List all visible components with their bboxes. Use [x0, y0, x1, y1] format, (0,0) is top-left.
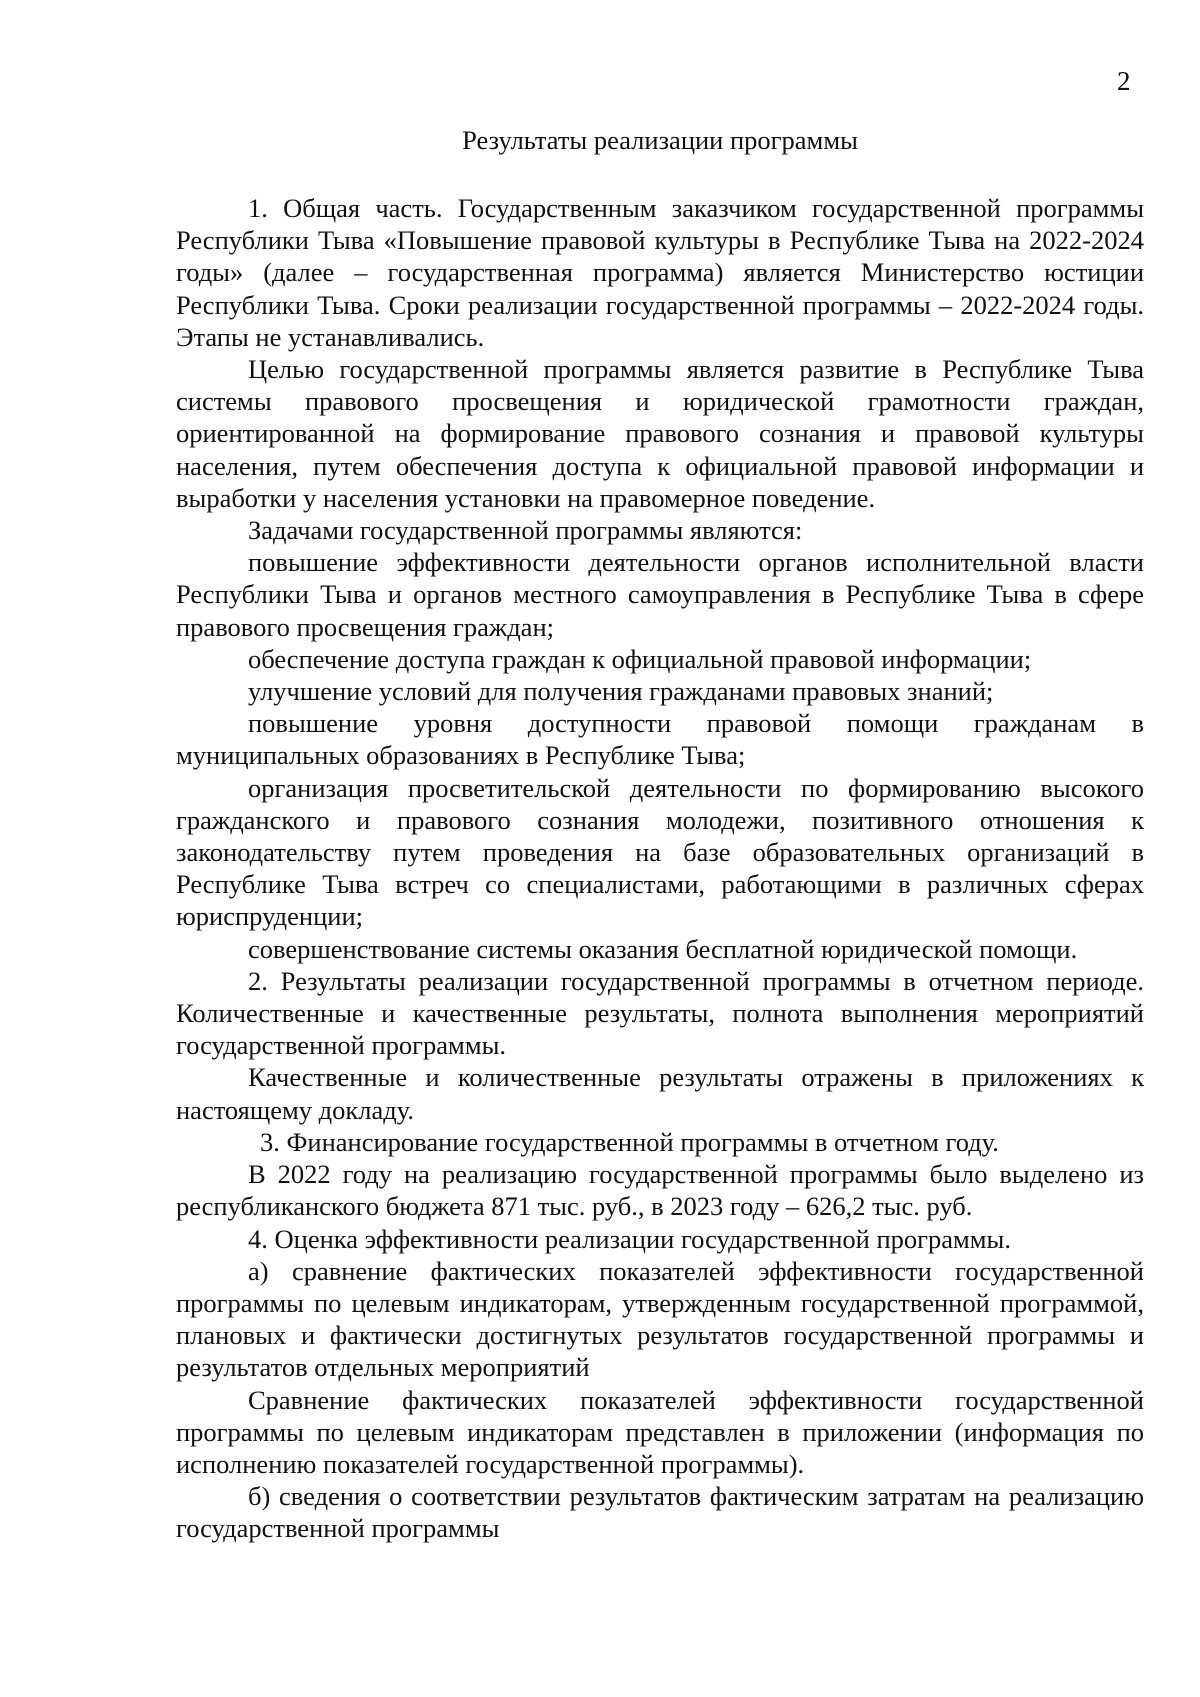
paragraph-tasks-intro: Задачами государственной программы являются:	[248, 515, 803, 546]
paragraph-financing-amounts: В 2022 году на реализацию государственной программы было выделено из республиканского бюджета 871 тыс. руб., в 2023 году – 626,2 тыс. руб.	[176, 1159, 1144, 1222]
paragraph-efficiency-section: 4. Оценка эффективности реализации государственной программы.	[248, 1223, 1011, 1254]
page-number: 2	[1117, 66, 1131, 96]
paragraph-task-item: улучшение условий для получения гражданами правовых знаний;	[248, 676, 994, 707]
paragraph-subsection-a: а) сравнение фактических показателей эффективности государственной программы по целевым индикаторам, утвержденным государственной программой, плановых и фактически достигнутых результатов государственной программы и результатов отдельных мероприятий	[176, 1255, 1144, 1383]
paragraph-results-section: 2. Результаты реализации государственной программы в отчетном периоде. Количественные и качественные результаты, полнота выполнения мероприятий государственной программы.	[176, 965, 1144, 1061]
paragraph-comparison: Сравнение фактических показателей эффективности государственной программы по целевым индикаторам представлен в приложении (информация по исполнению показателей государственной программы).	[176, 1384, 1144, 1479]
paragraph-subsection-b: б) сведения о соответствии результатов фактическим затратам на реализацию государственной программы	[176, 1481, 1144, 1544]
paragraph-task-item: повышение уровня доступности правовой помощи гражданам в муниципальных образованиях в Республике Тыва;	[176, 708, 1144, 771]
document-body	[176, 192, 1144, 1545]
paragraph-general-part: 1. Общая часть. Государственным заказчиком государственной программы Республики Тыва «Повышение правовой культуры в Республике Тыва на 2022-2024 годы» (далее – государственная программа) является Министерство юстиции Республики Тыва. Сроки реализации государственной программы – 2022-2024 годы. Этапы не устанавливались.	[176, 193, 1144, 352]
paragraph-task-item: обеспечение доступа граждан к официальной правовой информации;	[248, 643, 1032, 674]
paragraph-task-item: повышение эффективности деятельности органов исполнительной власти Республики Тыва и органов местного самоуправления в Республике Тыва в сфере правового просвещения граждан;	[176, 547, 1144, 642]
paragraph-program-goal: Целью государственной программы является развитие в Республике Тыва системы правового просвещения и юридической грамотности граждан, ориентированной на формирование правового сознания и правовой культуры населения, путем обеспечения доступа к официальной правовой информации и выработки у населения установки на правомерное поведение.	[176, 354, 1144, 513]
paragraph-task-item: совершенствование системы оказания бесплатной юридической помощи.	[248, 933, 1078, 964]
paragraph-results-reference: Качественные и количественные результаты отражены в приложениях к настоящему докладу.	[176, 1062, 1144, 1125]
paragraph-financing-section: 3. Финансирование государственной программы в отчетном году.	[260, 1126, 999, 1157]
paragraph-task-item: организация просветительской деятельности по формированию высокого гражданского и правового сознания молодежи, позитивного отношения к законодательству путем проведения на базе образовательных организаций в Республике Тыва встреч со специалистами, работающими в различных сферах юриспруденции;	[176, 772, 1144, 932]
page-title: Результаты реализации программы	[462, 125, 858, 155]
